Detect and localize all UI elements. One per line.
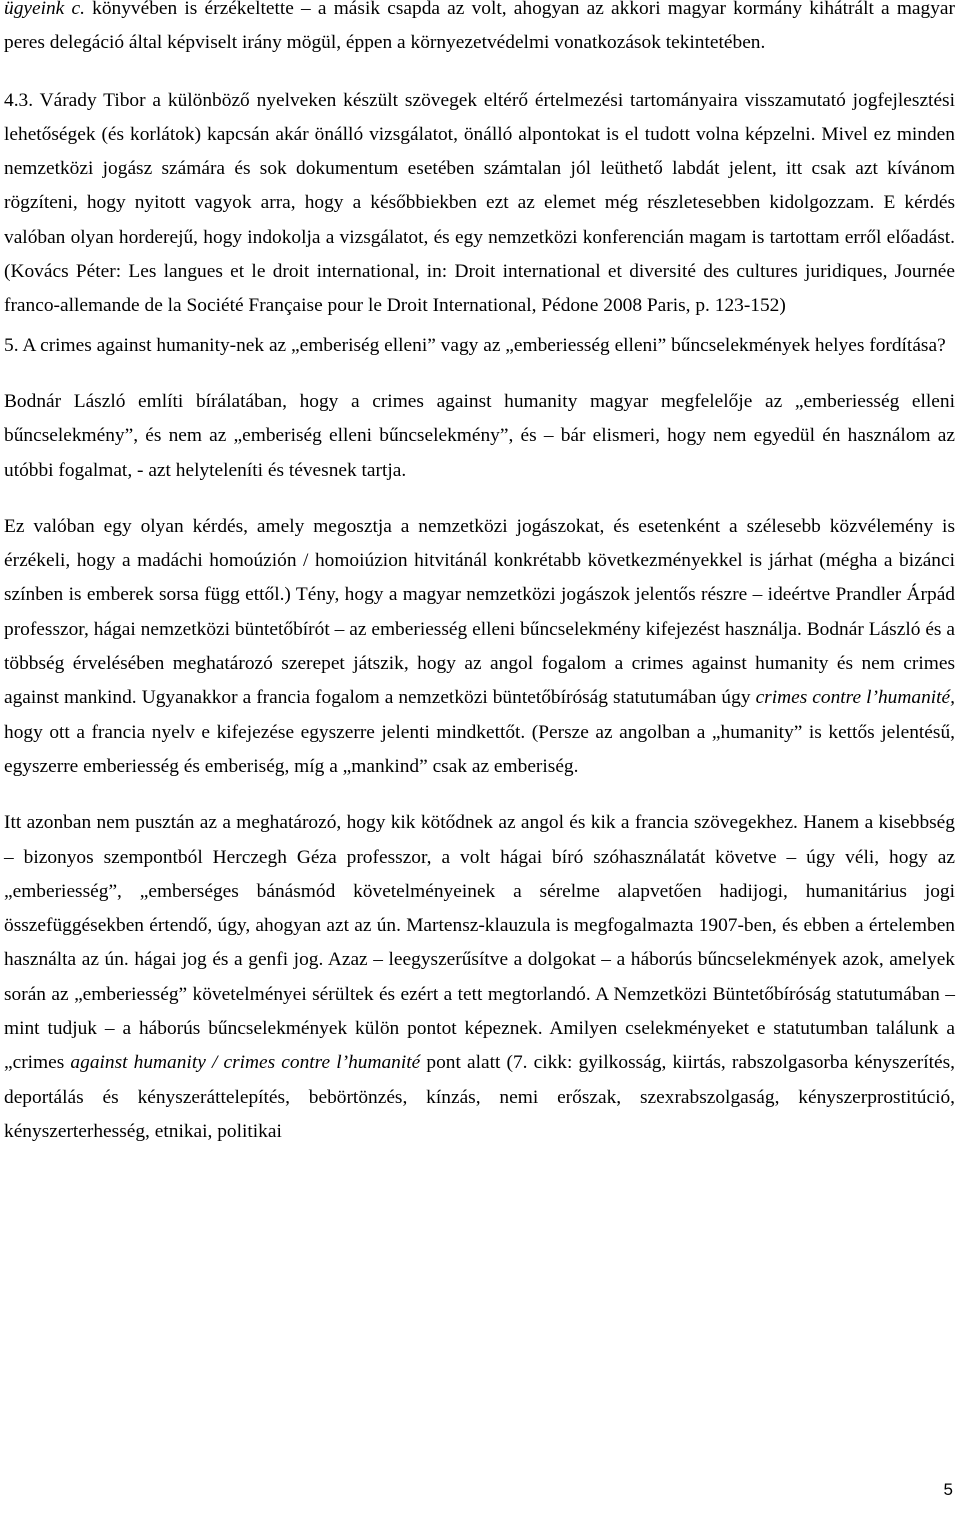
text-run: 4.3. Várady Tibor a különböző nyelveken készült szövegek eltérő értelmezési tartományaira visszamutató jogfejlesztési lehetőségek (és korlátok) kapcsán akár önálló vizsgálatot, önálló alpontokat is el tudott volna képzelni. Mivel ez minden nemzetközi jogász számára és sok dokumentum esetében számtalan jól leüthető labdát jelent, itt csak azt kívánom rögzíteni, hogy nyitott vagyok arra, hogy a későbbiekben ezt az elemet még részletesebben kidolgozzam. E kérdés valóban olyan horderejű, hogy indokolja a vizsgálatot, és egy nemzetközi konferencián magam is tartottam erről előadást. (Kovács Péter: Les langues et le droit international, in: Droit international et diversité des cultures juridiques, Journée franco-allemande de la Société Française pour le Droit International, Pédone 2008 Paris, p. 123-152) xyxy=(4,89,955,317)
text-run: Itt azonban nem pusztán az a meghatározó, hogy kik kötődnek az angol és kik a francia szövegekhez. Hanem a kisebbség – bizonyos szempontból Herczegh Géza professzor, a volt hágai bíró szóhasználatát követve – úgy véli, hogy az „emberiesség”, „emberséges bánásmód követelményeinek a sérelme alapvetően hadijogi, humanitárius jogi összefüggésekben értendő, úgy, ahogyan azt az ún. Martensz-klauzula is megfogalmazta 1907-ben, és ebben a értelemben használta az ún. hágai jog és a genfi jog. Azaz – leegyszerűsítve a dolgokat – a háborús bűncselekmények azok, amelyek során az „emberiesség” követelményei sérültek és ezért a tett megtorlandó. A Nemzetközi Büntetőbíróság statutumában – mint tudjuk – a háborús bűncselekmények külön pontot képeznek. Amilyen cselekményeket e statutumban találunk a „crimes xyxy=(4,812,955,1074)
paragraph-humanity-question xyxy=(4,510,955,784)
paragraph-bodnar xyxy=(4,385,955,488)
page-number: 5 xyxy=(943,1480,953,1499)
section-5-heading xyxy=(4,329,955,363)
paragraph-section-4-3 xyxy=(4,84,955,324)
text-run: hogy ott a francia nyelv e kifejezése egyszerre jelenti mindkettőt. (Persze az angolban a „humanity” is kettős jelentésű, egyszerre emberiesség és emberiség, míg a „mankind” csak az emberiség. xyxy=(4,721,955,777)
text-run: könyvében is érzékeltette – a másik csapda az volt, ahogyan az akkori magyar kormány kihátrált a magyar peres delegáció által képviselt irány mögül, éppen a környezetvédelmi vonatkozások tekintetében. xyxy=(4,0,955,54)
text-run: 5. A crimes against humanity-nek az „emberiség elleni” vagy az „emberiesség elleni” bűncselekmények helyes fordítása? xyxy=(4,334,946,356)
italic-text-run: against humanity / crimes contre l’humanité xyxy=(70,1052,421,1074)
text-run: Ez valóban egy olyan kérdés, amely megosztja a nemzetközi jogászokat, és esetenként a szélesebb közvélemény is érzékeli, hogy a madáchi homoúzión / homoiúzion hitvitánál konkrétabb következményekkel is járhat (mégha a bizánci színben is emberek sorsa függ ettől.) Tény, hogy a magyar nemzetközi jogászok jelentős részre – ideértve Prandler Árpád professzor, hágai nemzetközi büntetőbírót – az emberiesség elleni bűncselekmény kifejezést használja. Bodnár László és a többség érvelésében meghatározó szerepet játszik, hogy az angol fogalom a crimes against humanity és nem crimes against mankind. Ugyanakkor a francia fogalom a nemzetközi büntetőbíróság statutumában úgy xyxy=(4,515,955,709)
document-page xyxy=(4,0,955,1149)
paragraph-minority-view xyxy=(4,806,955,1149)
text-run: pont alatt (7. cikk: gyilkosság, kiirtás, rabszolgasorba kényszerítés, deportálás és kényszeráttelepítés, bebörtönzés, kínzás, nemi erőszak, szexrabszolgaság, kényszerprostitúció, kényszerterhesség, etnikai, politikai xyxy=(4,1052,955,1142)
italic-text-run: ügyeink c. xyxy=(4,0,85,19)
italic-text-run: crimes contre l’humanité, xyxy=(755,687,955,709)
paragraph-1 xyxy=(4,0,955,61)
text-run: Bodnár László említi bírálatában, hogy a crimes against humanity magyar megfelelője az „emberiesség elleni bűncselekmény”, és nem az „emberiség elleni bűncselekmény”, és – bár elismeri, hogy nem egyedül én használom az utóbbi fogalmat, - azt helyteleníti és tévesnek tartja. xyxy=(4,390,955,481)
